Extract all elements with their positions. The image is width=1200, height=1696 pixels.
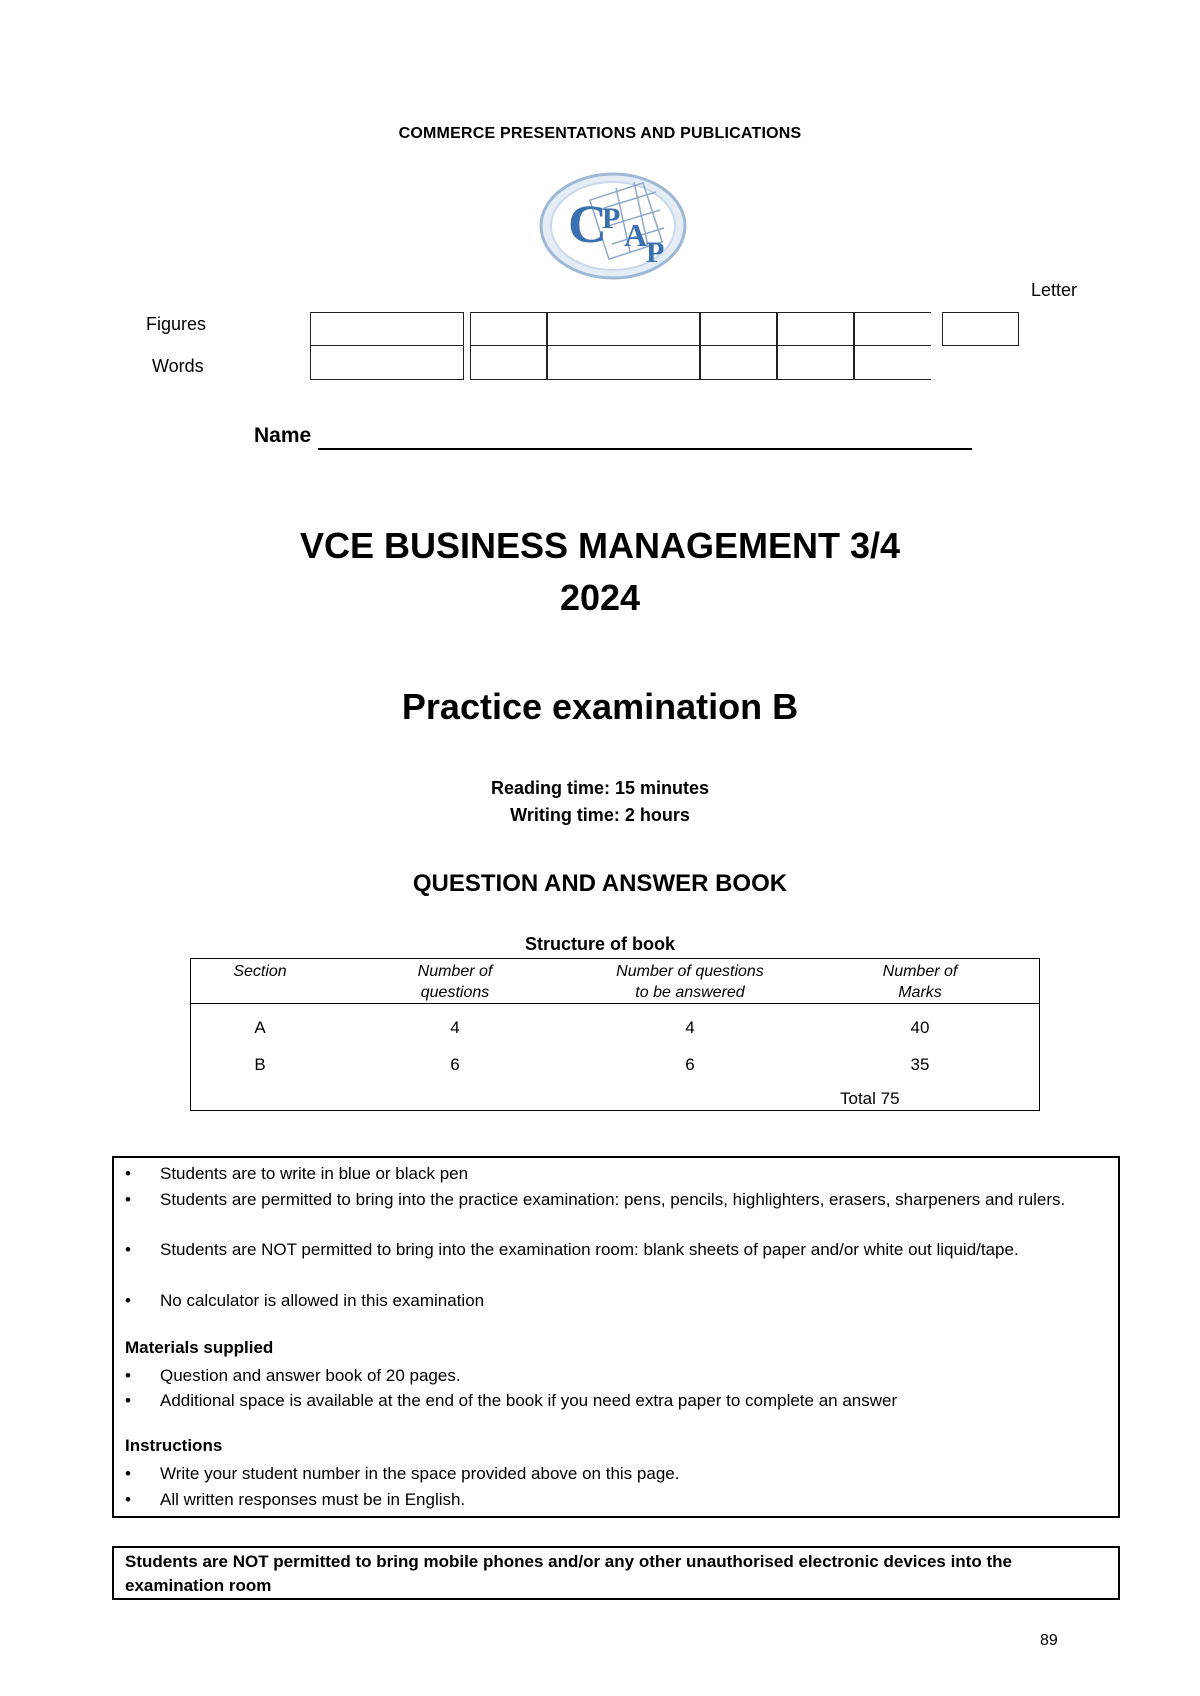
letter-label: Letter [1031, 280, 1078, 300]
structure-header-divider [190, 1003, 1040, 1004]
reading-time: Reading time: 15 minutes [490, 778, 710, 798]
total-marks: Total 75 [840, 1089, 900, 1108]
header-questions-to-answer-line-1: Number of questions [616, 963, 764, 980]
svg-text:P: P [602, 202, 621, 235]
number-row-divider [470, 345, 931, 346]
publisher-name: COMMERCE PRESENTATIONS AND PUBLICATIONS [398, 125, 802, 142]
header-marks [860, 961, 980, 1003]
bullet-icon: • [125, 1291, 131, 1310]
exam-year: 2024 [559, 577, 641, 618]
number-box-6[interactable] [854, 312, 931, 380]
name-label: Name [254, 424, 312, 447]
instructions-heading: Instructions [125, 1436, 223, 1455]
bullet-icon: • [125, 1190, 131, 1209]
svg-text:A: A [624, 217, 648, 253]
header-section [200, 961, 320, 982]
rule-text: Students are NOT permitted to bring into the examination room: blank sheets of paper and/or white out liquid/tape. [160, 1240, 1019, 1259]
row-b-section: B [254, 1055, 266, 1074]
svg-text:C: C [568, 194, 607, 254]
number-box-5[interactable] [777, 312, 854, 380]
exam-title [0, 520, 1200, 624]
instruction-text: Write your student number in the space provided above on this page. [160, 1464, 680, 1483]
letter-box[interactable] [942, 312, 1019, 346]
row-b-questions: 6 [450, 1055, 460, 1074]
number-box-4[interactable] [700, 312, 777, 380]
rule-text: No calculator is allowed in this examination [160, 1291, 485, 1310]
rule-text: Students are permitted to bring into the practice examination: pens, pencils, highlighters, erasers, sharpeners and rulers. [160, 1190, 1066, 1209]
bullet-icon: • [125, 1490, 131, 1509]
rule-text: Students are to write in blue or black pen [160, 1164, 469, 1183]
figures-label: Figures [146, 314, 207, 334]
book-title: QUESTION AND ANSWER BOOK [412, 870, 788, 897]
bullet-icon: • [125, 1240, 131, 1259]
row-a-section: A [254, 1018, 266, 1037]
header-section-text: Section [233, 963, 287, 980]
svg-text:P: P [646, 236, 665, 269]
material-text: Additional space is available at the end of the book if you need extra paper to complete an answer [160, 1391, 898, 1410]
number-box-3[interactable] [547, 312, 700, 380]
header-marks-line-1: Number of [882, 963, 958, 980]
name-field[interactable] [318, 448, 972, 450]
exam-title-line-1: VCE BUSINESS MANAGEMENT 3/4 [299, 525, 901, 566]
header-number-of-questions-line-2: questions [420, 984, 490, 1001]
row-a-questions: 4 [450, 1018, 460, 1037]
writing-time: Writing time: 2 hours [510, 805, 690, 825]
header-number-of-questions-line-1: Number of [417, 963, 493, 980]
header-questions-to-answer-line-2: to be answered [635, 984, 745, 1001]
instruction-text: All written responses must be in English. [160, 1490, 466, 1509]
number-box-1-divider [310, 345, 464, 346]
materials-heading: Materials supplied [125, 1338, 274, 1357]
exam-subtitle: Practice examination B [401, 686, 799, 727]
warning-text: Students are NOT permitted to bring mobile phones and/or any other unauthorised electronic devices into the examination room [125, 1552, 1012, 1595]
bullet-icon: • [125, 1164, 131, 1183]
bullet-icon: • [125, 1464, 131, 1483]
number-box-1[interactable] [310, 312, 464, 380]
row-a-marks: 40 [910, 1018, 930, 1037]
row-b-to-answer: 6 [685, 1055, 695, 1074]
bullet-icon: • [125, 1366, 131, 1385]
cpap-logo-icon [538, 170, 688, 282]
structure-caption: Structure of book [524, 934, 675, 954]
header-questions-to-answer [590, 961, 790, 1003]
row-b-marks: 35 [910, 1055, 930, 1074]
material-text: Question and answer book of 20 pages. [160, 1366, 461, 1385]
number-box-2[interactable] [470, 312, 547, 380]
header-number-of-questions [395, 961, 515, 1003]
row-a-to-answer: 4 [685, 1018, 695, 1037]
words-label: Words [152, 356, 204, 376]
page-number: 89 [1040, 1632, 1058, 1649]
header-marks-line-2: Marks [898, 984, 942, 1001]
bullet-icon: • [125, 1391, 131, 1410]
